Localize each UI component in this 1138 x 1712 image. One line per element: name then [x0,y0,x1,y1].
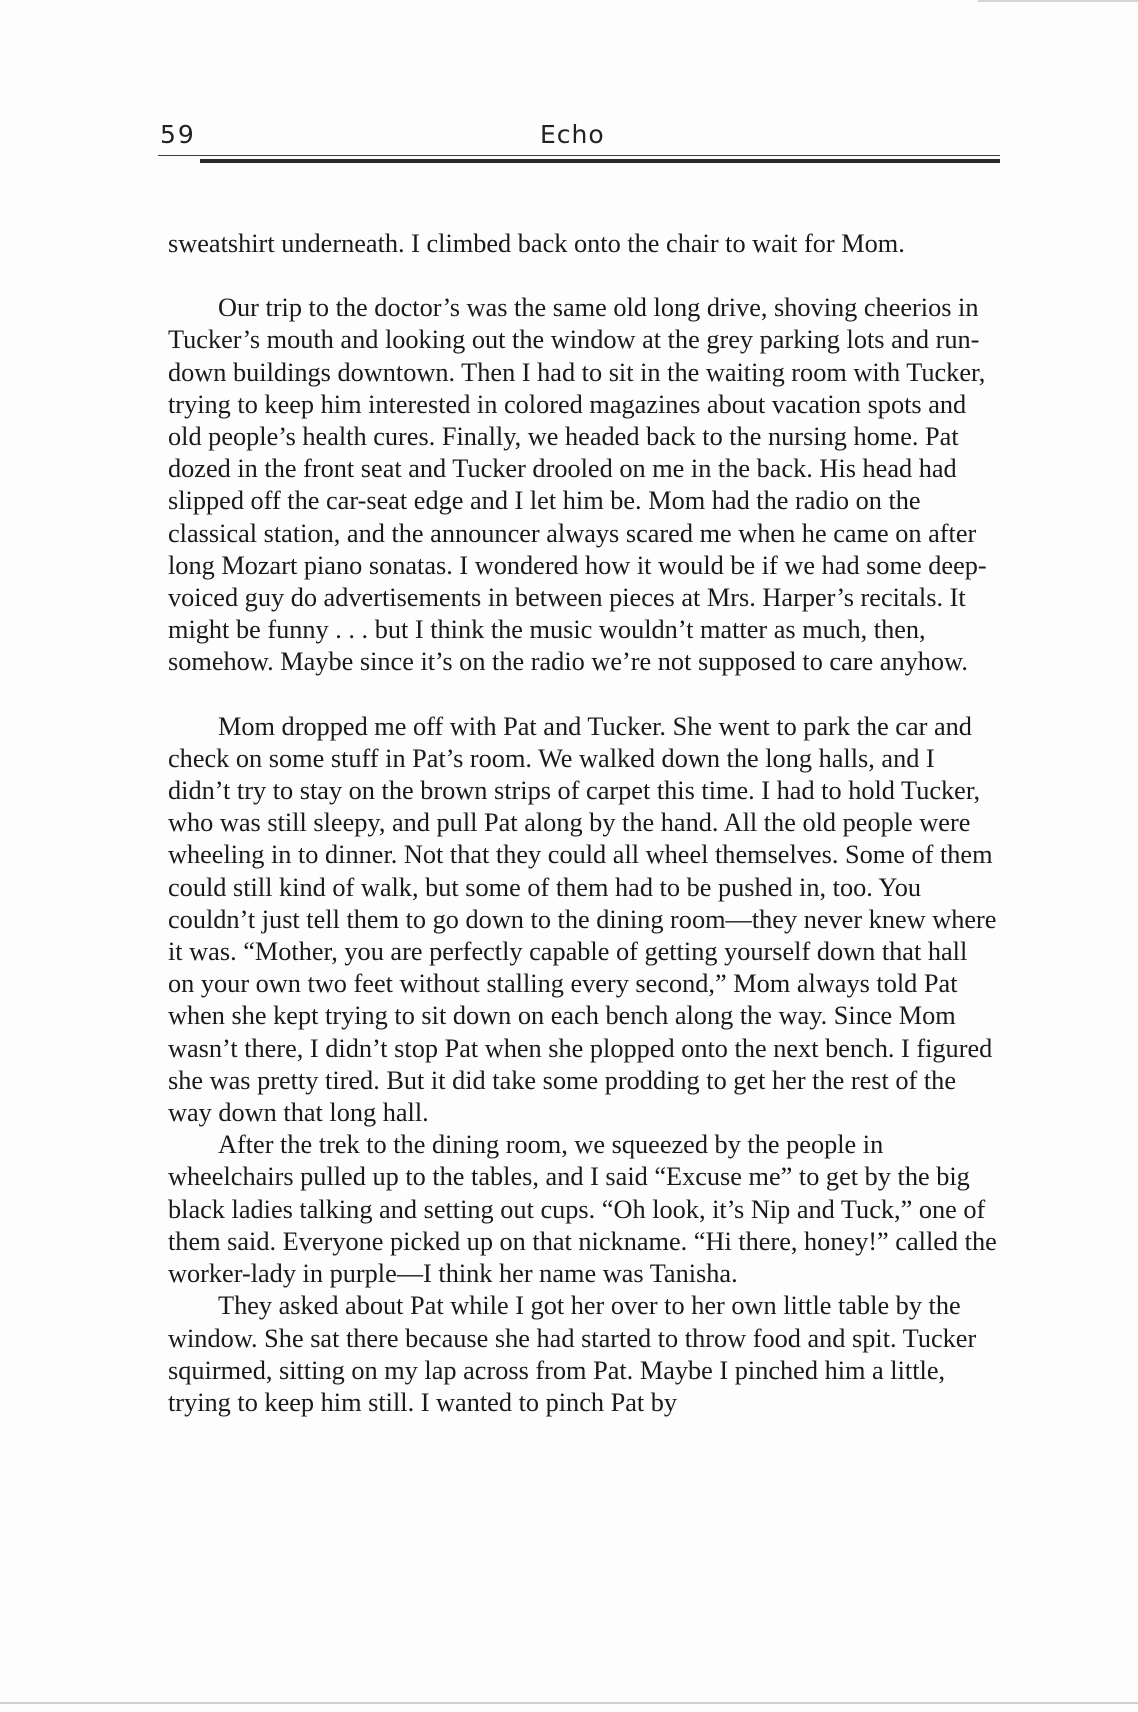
header-rule-thick [200,159,1000,163]
scan-edge-top [978,0,1138,2]
header-rule-thin [158,155,1000,156]
paragraph-dining-room: After the trek to the dining room, we squeezed by the people in wheelchairs pulled up to the tables, and I said “Excuse me” to get by the big black ladies talking and setting out cups. “Oh look, it’s Nip and Tuck,” one of them said. Everyone picked up on that nickname. “Hi there, honey!” called the worker-lady in purple—I think her name was Tanisha. [168,1130,997,1289]
page-header [160,112,1000,152]
page-number: 59 [160,120,196,149]
running-title: Echo [540,120,605,149]
scan-edge-bottom [0,1702,1138,1704]
paragraph-nursing-home-halls: Mom dropped me off with Pat and Tucker. She went to park the car and check on some stuff in Pat’s room. We walked down the long halls, and I didn’t try to stay on the brown strips of carpet this time. I had to hold Tucker, who was still sleepy, and pull Pat along by the hand. All the old people were wheeling in to dinner. Not that they could all wheel themselves. Some of them could still kind of walk, but some of them had to be pushed in, too. You couldn’t just tell them to go down to the dining room—they never knew where it was. “Mother, you are perfectly capable of getting yourself down that hall on your own two feet without stalling every second,” Mom always told Pat when she kept trying to sit down on each bench along the way. Since Mom wasn’t there, I didn’t stop Pat when she plopped onto the next bench. I figured she was pretty tired. But it did take some prodding to get her the rest of the way down that long hall. [168,711,997,1128]
paragraph-continuation: sweatshirt underneath. I climbed back onto the chair to wait for Mom. [168,229,905,258]
paragraph-pat-table: They asked about Pat while I got her over to her own little table by the window. She sat there because she had started to throw food and spit. Tucker squirmed, sitting on my lap across from Pat. Maybe I pinched him a little, trying to keep him still. I wanted to pinch Pat by [168,1291,977,1417]
body-text [168,228,1000,1419]
paragraph-doctor-trip: Our trip to the doctor’s was the same old long drive, shoving cheerios in Tucker’s mouth and looking out the window at the grey parking lots and run-down buildings downtown. Then I had to sit in the waiting room with Tucker, trying to keep him interested in colored magazines about vacation spots and old people’s health cures. Finally, we headed back to the nursing home. Pat dozed in the front seat and Tucker drooled on me in the back. His head had slipped off the car-seat edge and I let him be. Mom had the radio on the classical station, and the announcer always scared me when he came on after long Mozart piano sonatas. I wondered how it would be if we had some deep-voiced guy do advertisements in between pieces at Mrs. Harper’s recitals. It might be funny . . . but I think the music wouldn’t matter as much, then, somehow. Maybe since it’s on the radio we’re not supposed to care anyhow. [168,293,987,677]
